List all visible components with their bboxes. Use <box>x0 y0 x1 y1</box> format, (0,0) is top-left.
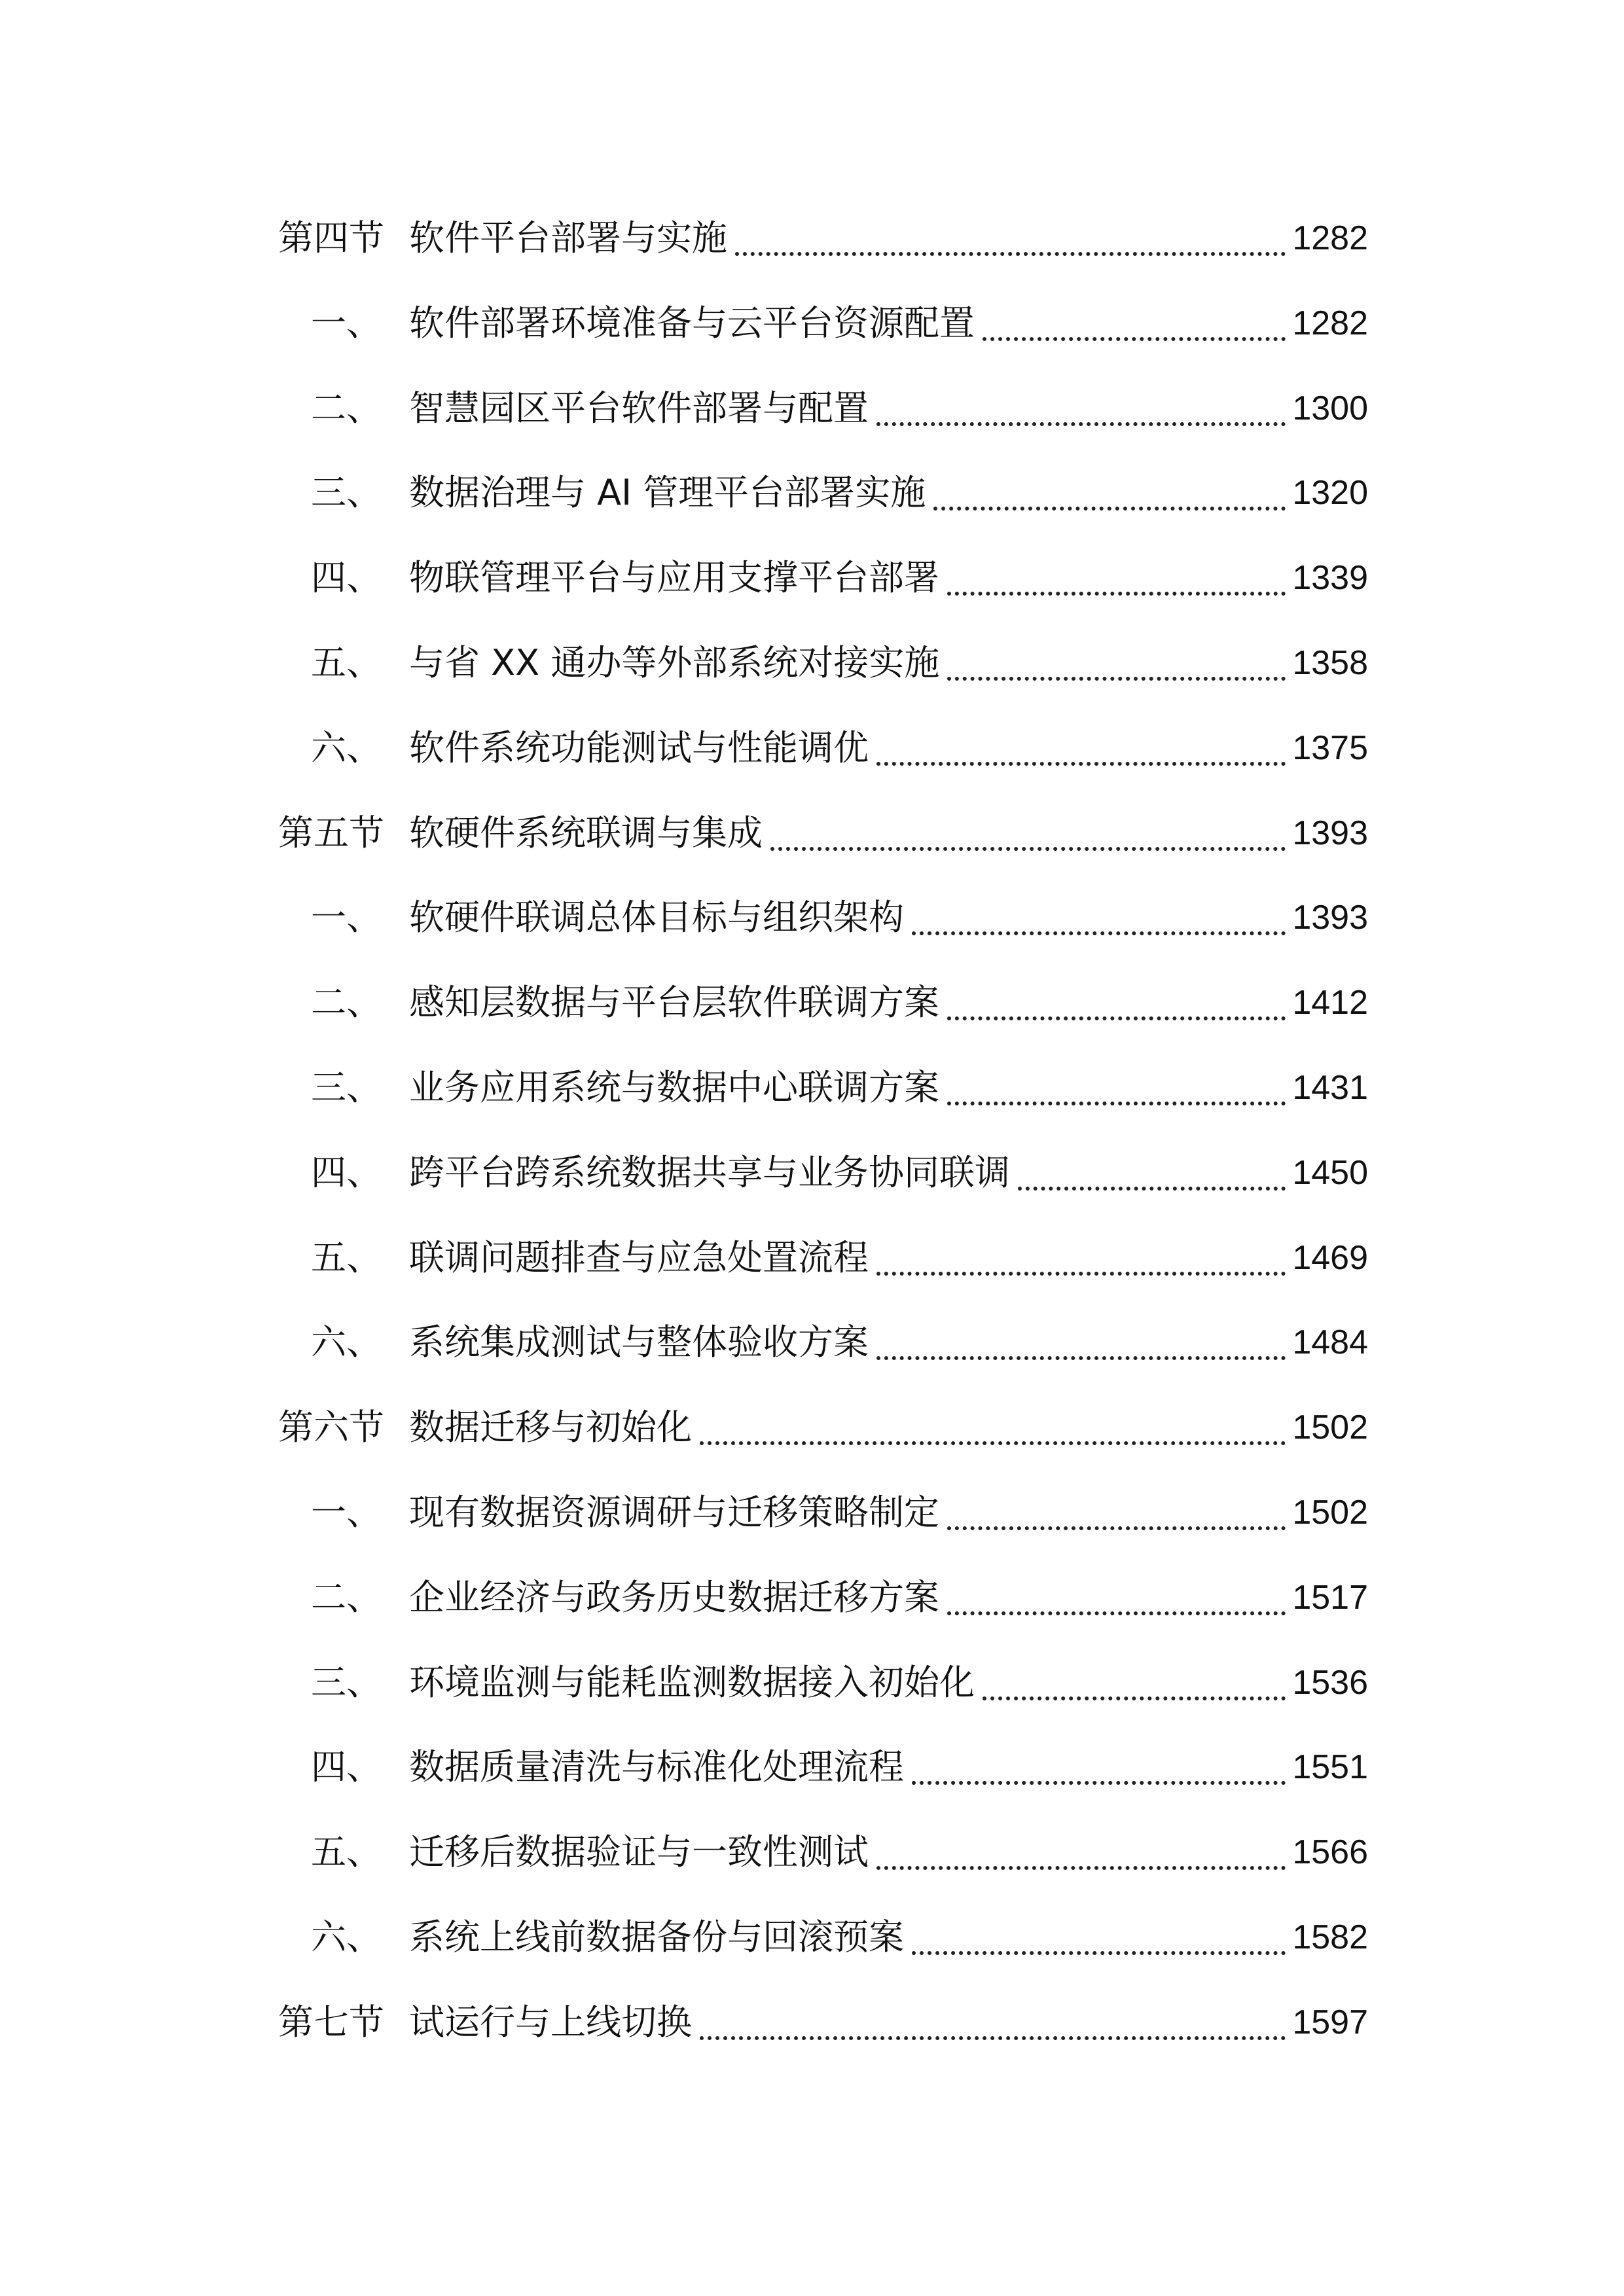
toc-entry-number: 四、 <box>311 557 382 599</box>
toc-entry-title: 智慧园区平台软件部署与配置 <box>409 387 869 429</box>
toc-entry-title: 试运行与上线切换 <box>409 2001 692 2043</box>
toc-entry-page-number: 1412 <box>1292 984 1368 1022</box>
toc-subsection-entry[interactable] <box>278 1901 1368 1973</box>
toc-entry-title: 企业经济与政务历史数据迁移方案 <box>409 1576 939 1618</box>
toc-subsection-entry[interactable] <box>278 1477 1368 1549</box>
toc-entry-page-number: 1484 <box>1292 1323 1368 1362</box>
toc-section-entry[interactable] <box>278 1986 1368 2058</box>
toc-entry-page-number: 1469 <box>1292 1238 1368 1277</box>
toc-entry-title: 业务应用系统与数据中心联调方案 <box>409 1067 939 1108</box>
toc-entry-page-number: 1282 <box>1292 304 1368 342</box>
toc-dot-leader <box>947 1075 1286 1105</box>
toc-entry-page-number: 1393 <box>1292 899 1368 937</box>
toc-entry-title: 感知层数据与平台层软件联调方案 <box>409 982 939 1024</box>
toc-entry-number: 一、 <box>311 897 382 939</box>
toc-entry-title: 物联管理平台与应用支撑平台部署 <box>409 557 939 599</box>
toc-subsection-entry[interactable] <box>278 1137 1368 1209</box>
toc-subsection-entry[interactable] <box>278 712 1368 784</box>
toc-entry-title: 与省 XX 通办等外部系统对接实施 <box>409 642 940 683</box>
toc-dot-leader <box>876 736 1286 766</box>
toc-dot-leader <box>1018 1160 1286 1191</box>
toc-subsection-entry[interactable] <box>278 542 1368 614</box>
toc-entry-number: 五、 <box>311 1831 382 1873</box>
toc-entry-number: 二、 <box>311 982 382 1024</box>
toc-entry-title: 环境监测与能耗监测数据接入初始化 <box>409 1661 975 1703</box>
toc-subsection-entry[interactable] <box>278 967 1368 1039</box>
toc-entry-page-number: 1502 <box>1292 1408 1368 1447</box>
toc-dot-leader <box>933 480 1286 511</box>
toc-entry-number: 第六节 <box>278 1407 384 1448</box>
toc-entry-page-number: 1358 <box>1292 644 1368 682</box>
toc-subsection-entry[interactable] <box>278 1222 1368 1294</box>
toc-dot-leader <box>947 1585 1286 1615</box>
toc-entry-number: 二、 <box>311 1576 382 1618</box>
toc-entry-page-number: 1375 <box>1292 728 1368 767</box>
toc-dot-leader <box>947 990 1286 1020</box>
toc-subsection-entry[interactable] <box>278 1647 1368 1719</box>
toc-entry-title: 联调问题排查与应急处置流程 <box>409 1236 869 1278</box>
toc-entry-page-number: 1320 <box>1292 474 1368 512</box>
toc-entry-title: 跨平台跨系统数据共享与业务协同联调 <box>409 1151 1010 1193</box>
toc-entry-title: 软件系统功能测试与性能调优 <box>409 726 869 768</box>
toc-entry-number: 第五节 <box>278 812 384 853</box>
toc-entry-number: 六、 <box>311 726 382 768</box>
toc-entry-number: 三、 <box>311 472 382 514</box>
toc-dot-leader <box>912 1925 1286 1955</box>
toc-subsection-entry[interactable] <box>278 1306 1368 1378</box>
toc-entry-number: 第四节 <box>278 217 384 259</box>
toc-entry-title: 系统集成测试与整体验收方案 <box>409 1321 869 1363</box>
toc-entry-page-number: 1502 <box>1292 1494 1368 1532</box>
toc-entry-number: 五、 <box>311 1236 382 1278</box>
toc-dot-leader <box>876 1330 1286 1360</box>
toc-entry-number: 第七节 <box>278 2001 384 2043</box>
toc-entry-number: 四、 <box>311 1746 382 1788</box>
toc-section-entry[interactable] <box>278 797 1368 869</box>
toc-subsection-entry[interactable] <box>278 372 1368 444</box>
toc-subsection-entry[interactable] <box>278 1731 1368 1803</box>
toc-entry-page-number: 1566 <box>1292 1833 1368 1872</box>
toc-entry-page-number: 1450 <box>1292 1153 1368 1192</box>
toc-entry-number: 三、 <box>311 1067 382 1108</box>
toc-subsection-entry[interactable] <box>278 457 1368 529</box>
toc-entry-title: 软件部署环境准备与云平台资源配置 <box>409 302 975 344</box>
toc-entry-title: 系统上线前数据备份与回滚预案 <box>409 1916 904 1958</box>
toc-dot-leader <box>912 1755 1286 1785</box>
toc-dot-leader <box>947 651 1286 681</box>
toc-entry-title: 数据治理与 AI 管理平台部署实施 <box>409 472 926 514</box>
toc-entry-title: 数据质量清洗与标准化处理流程 <box>409 1746 904 1788</box>
toc-entry-page-number: 1582 <box>1292 1918 1368 1956</box>
toc-dot-leader <box>912 905 1286 935</box>
toc-dot-leader <box>876 1246 1286 1276</box>
toc-entry-number: 二、 <box>311 387 382 429</box>
toc-entry-title: 现有数据资源调研与迁移策略制定 <box>409 1492 939 1533</box>
toc-subsection-entry[interactable] <box>278 882 1368 954</box>
toc-section-entry[interactable] <box>278 1391 1368 1463</box>
toc-entry-page-number: 1282 <box>1292 219 1368 257</box>
toc-entry-number: 一、 <box>311 302 382 344</box>
toc-dot-leader <box>700 1415 1286 1445</box>
toc-dot-leader <box>770 821 1286 851</box>
toc-entry-title: 软硬件联调总体目标与组织架构 <box>409 897 904 939</box>
toc-entry-number: 五、 <box>311 642 382 683</box>
toc-dot-leader <box>876 396 1286 426</box>
toc-dot-leader <box>700 2010 1286 2040</box>
toc-entry-title: 迁移后数据验证与一致性测试 <box>409 1831 869 1873</box>
toc-subsection-entry[interactable] <box>278 627 1368 699</box>
toc-dot-leader <box>876 1840 1286 1870</box>
toc-dot-leader <box>983 1670 1286 1700</box>
toc-entry-title: 软件平台部署与实施 <box>409 217 727 259</box>
toc-entry-page-number: 1431 <box>1292 1069 1368 1107</box>
toc-section-entry[interactable] <box>278 202 1368 274</box>
toc-entry-number: 六、 <box>311 1916 382 1958</box>
toc-dot-leader <box>947 1500 1286 1530</box>
toc-entry-title: 软硬件系统联调与集成 <box>409 812 763 853</box>
toc-subsection-entry[interactable] <box>278 1052 1368 1124</box>
toc-subsection-entry[interactable] <box>278 287 1368 359</box>
toc-dot-leader <box>983 311 1286 341</box>
toc-entry-number: 四、 <box>311 1151 382 1193</box>
toc-dot-leader <box>947 565 1286 596</box>
toc-entry-number: 三、 <box>311 1661 382 1703</box>
toc-entry-page-number: 1393 <box>1292 814 1368 852</box>
toc-subsection-entry[interactable] <box>278 1562 1368 1634</box>
toc-subsection-entry[interactable] <box>278 1816 1368 1888</box>
toc-dot-leader <box>735 226 1286 256</box>
toc-entry-number: 六、 <box>311 1321 382 1363</box>
toc-entry-page-number: 1536 <box>1292 1663 1368 1702</box>
toc-entry-page-number: 1300 <box>1292 389 1368 427</box>
toc-entry-title: 数据迁移与初始化 <box>409 1407 692 1448</box>
toc-entry-page-number: 1597 <box>1292 2003 1368 2041</box>
toc-entry-page-number: 1339 <box>1292 559 1368 598</box>
toc-entry-page-number: 1551 <box>1292 1748 1368 1787</box>
toc-entry-page-number: 1517 <box>1292 1578 1368 1617</box>
toc-entry-number: 一、 <box>311 1492 382 1533</box>
